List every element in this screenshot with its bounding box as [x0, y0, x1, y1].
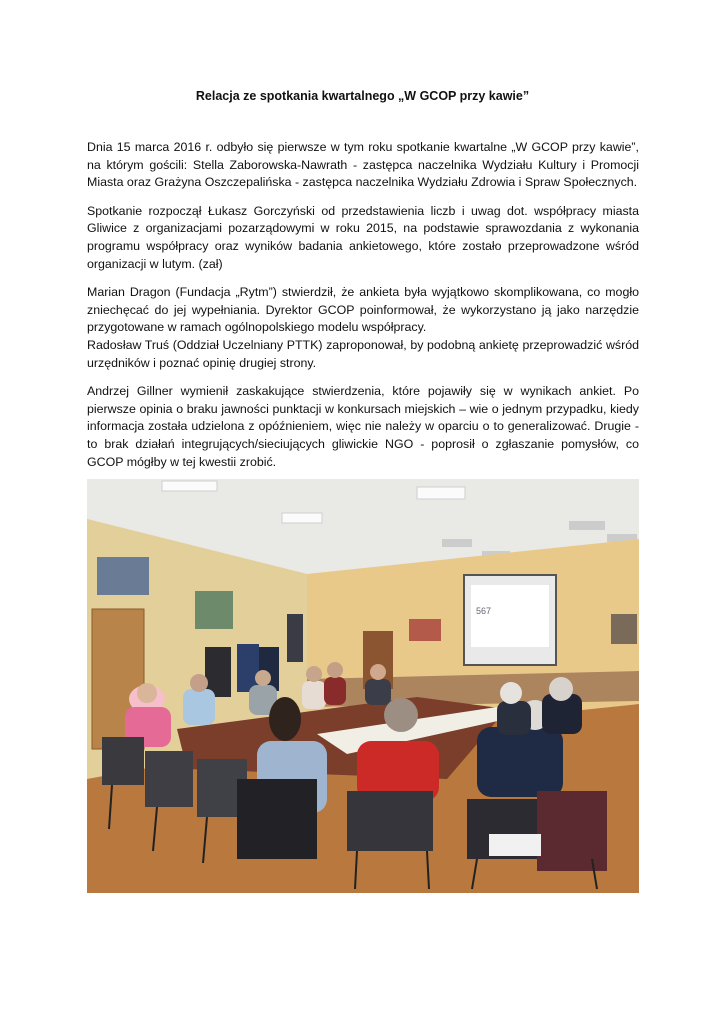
page-title: Relacja ze spotkania kwartalnego „W GCOP przy kawie”	[195, 89, 530, 103]
screen-label: 567	[476, 606, 492, 616]
meeting-photo	[87, 479, 639, 893]
paragraph-1: Dnia 15 marca 2016 r. odbyło się pierwsze w tym roku spotkanie kwartalne „W GCOP przy kawie”, na którym gościli: Stella Zaborowska-Nawrath - zastępca naczelnika Wydziału Kultury i Promocji Miasta oraz Grażyna Oszczepalińska - zastępca naczelnika Wydziału Zdrowia i Spraw Społecznych.	[87, 140, 639, 190]
paragraph-5: Andrzej Gillner wymienił zaskakujące stwierdzenia, które pojawiły się w wynikach ankiet. Po pierwsze opinia o braku jawności punktacji w konkursach miejskich – wie o jednym przypadku, kiedy informacja została udzielona z opóźnieniem, więc nie należy w oparciu o to generalizować. Drugie - to brak działań integrujących/sieciujących gliwickie NGO - poprosił o zgłaszanie pomysłów, co GCOP mógłby w tej kwestii zrobić.	[87, 384, 639, 469]
paragraph-4: Radosław Truś (Oddział Uczelniany PTTK) zaproponował, by podobną ankietę przeprowadzić wśród urzędników i poznać opinię drugiej strony.	[87, 337, 639, 370]
body-text	[87, 139, 639, 482]
paragraph-2: Spotkanie rozpoczął Łukasz Gorczyński od przedstawienia liczb i uwag dot. współpracy miasta Gliwice z organizacjami pozarządowymi w roku 2015, na podstawie sprawozdania z wykonania programu współpracy oraz wyników badania ankietowego, które zostało przeprowadzone wśród organizacji w lutym. (zał)	[87, 203, 639, 271]
paragraph-3: Marian Dragon (Fundacja „Rytm”) stwierdził, że ankieta była wyjątkowo skomplikowana, co mogło zniechęcać do jej wypełniania. Dyrektor GCOP poinformował, że wykorzystano ją jako narzędzie przygotowane w ramach ogólnopolskiego modelu współpracy.	[87, 285, 639, 335]
